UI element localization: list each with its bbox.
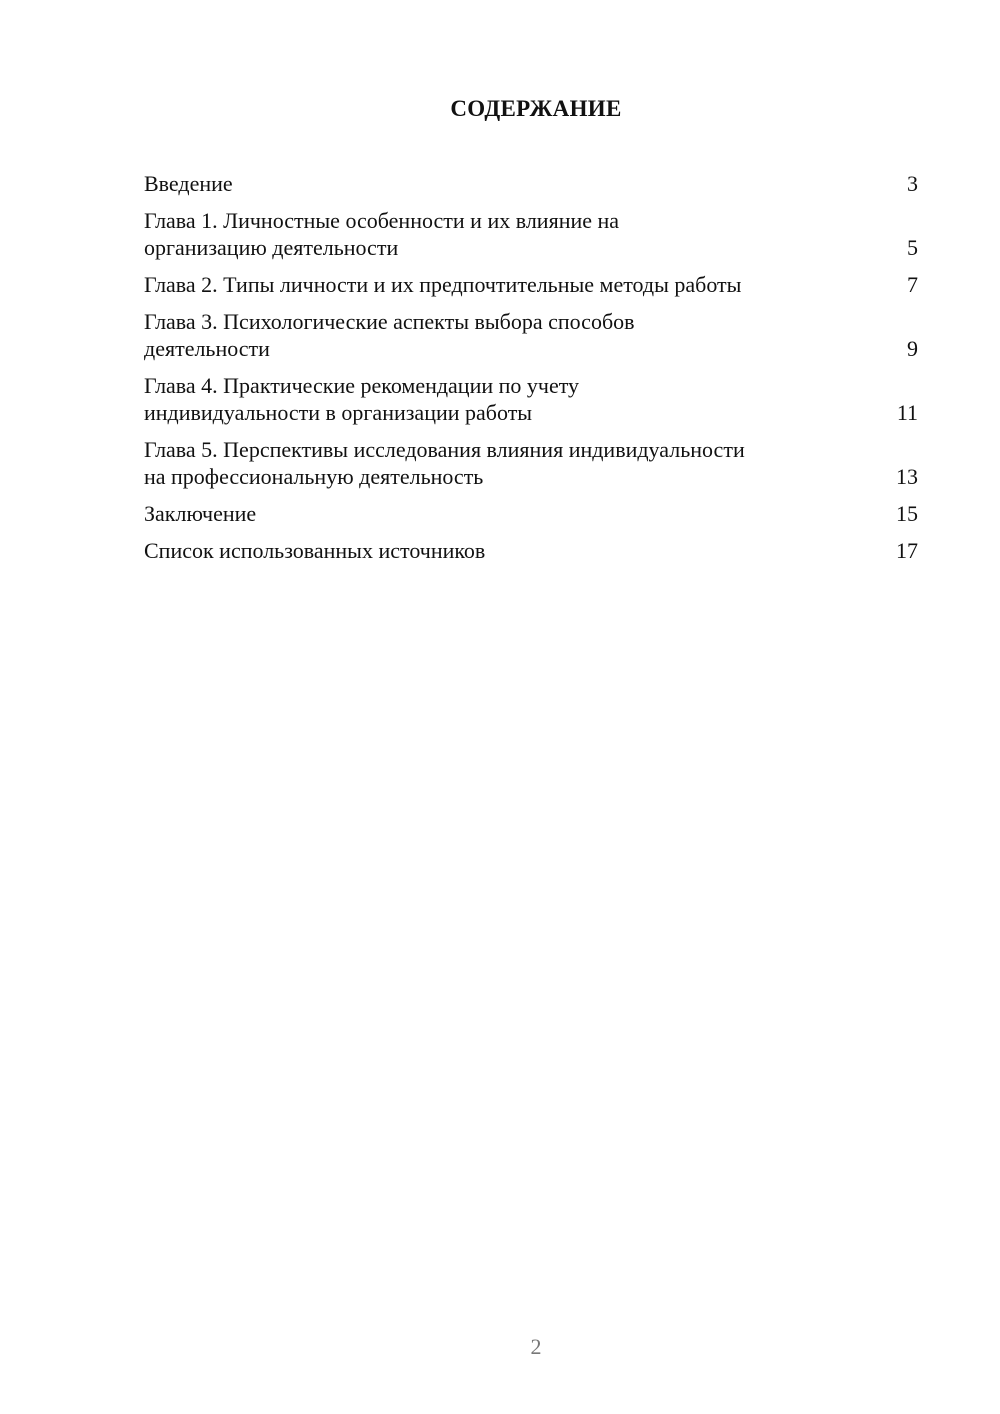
toc-entry-text: Глава 1. Личностные особенности и их влияние на организацию деятельности xyxy=(144,208,620,260)
toc-entry-chapter-1[interactable] xyxy=(144,207,918,261)
toc-entry-page: 7 xyxy=(907,272,918,297)
toc-entry-page: 9 xyxy=(907,336,918,361)
toc-entry-conclusion[interactable] xyxy=(144,500,918,527)
toc-entry-text: Введение xyxy=(144,171,233,196)
toc-entry-chapter-5[interactable] xyxy=(144,436,918,490)
toc-entry-page: 13 xyxy=(896,464,918,489)
toc-entry-chapter-2[interactable] xyxy=(144,271,918,298)
toc-entry-page: 11 xyxy=(896,400,918,425)
toc-entry-text: Глава 2. Типы личности и их предпочтительные методы работы xyxy=(144,272,742,297)
toc-entry-page: 3 xyxy=(907,171,918,196)
toc-entry-page: 5 xyxy=(907,235,918,260)
table-of-contents xyxy=(144,170,918,564)
toc-entry-page: 17 xyxy=(896,538,918,563)
toc-entry-text: Глава 5. Перспективы исследования влияния индивидуальности на профессиональную деятельность xyxy=(144,437,745,489)
toc-entry-introduction[interactable] xyxy=(144,170,918,197)
toc-entry-references[interactable] xyxy=(144,537,918,564)
toc-entry-text: Глава 4. Практические рекомендации по учету индивидуальности в организации работы xyxy=(144,373,580,425)
toc-entry-chapter-3[interactable] xyxy=(144,308,918,362)
page-number: 2 xyxy=(530,1334,542,1359)
toc-entry-page: 15 xyxy=(896,501,918,526)
toc-entry-text: Глава 3. Психологические аспекты выбора способов деятельности xyxy=(144,309,635,361)
toc-entry-text: Список использованных источников xyxy=(144,538,486,563)
page-title: СОДЕРЖАНИЕ xyxy=(450,96,622,121)
toc-entry-text: Заключение xyxy=(144,501,257,526)
toc-entry-chapter-4[interactable] xyxy=(144,372,918,426)
